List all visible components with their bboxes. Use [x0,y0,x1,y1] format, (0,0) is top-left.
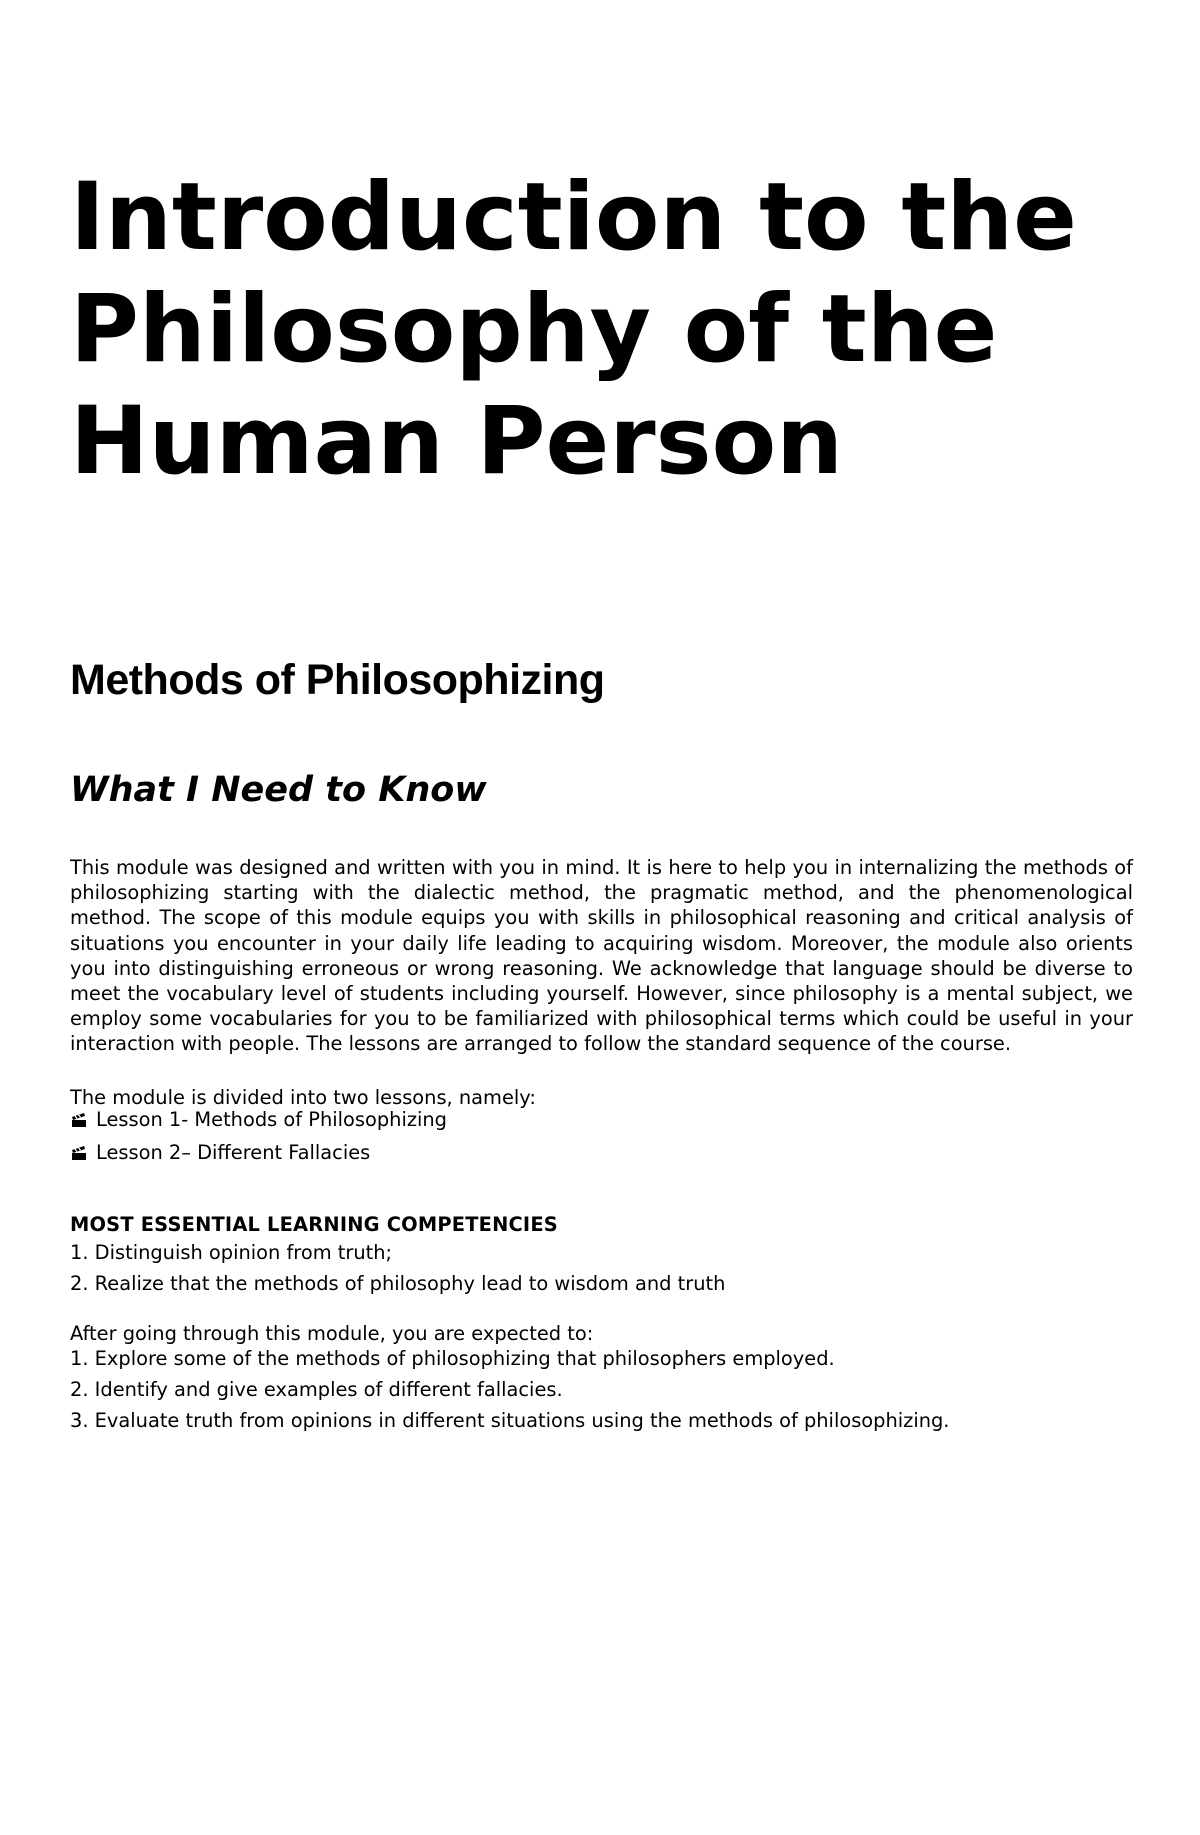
competencies-heading: MOST ESSENTIAL LEARNING COMPETENCIES [70,1213,558,1236]
objective-item-3: 3. Evaluate truth from opinions in different situations using the methods of philosophizing. [70,1409,950,1432]
lesson-label: Lesson 1- Methods of Philosophizing [96,1108,447,1131]
document-title [70,162,1150,498]
lesson-item-2 [70,1140,370,1165]
lessons-intro: The module is divided into two lessons, namely: [70,1086,536,1109]
intro-paragraph: This module was designed and written with you in mind. It is here to help you in internalizing the methods of philosophizing starting with the dialectic method, the pragmatic method, and the phenomenological method. The scope of this module equips you with skills in philosophical reasoning and critical analysis of situations you encounter in your daily life leading to acquiring wisdom. Moreover, the module also orients you into distinguishing erroneous or wrong reasoning. We acknowledge that language should be diverse to meet the vocabulary level of students including yourself. However, since philosophy is a mental subject, we employ some vocabularies for you to be familiarized with philosophical terms which could be useful in your interaction with people. The lessons are arranged to follow the standard sequence of the course. [70,856,1133,1056]
section-title: Methods of Philosophizing [70,656,605,704]
title-line-2: Philosophy of the [70,275,998,384]
objective-item-2: 2. Identify and give examples of different fallacies. [70,1378,563,1401]
clapperboard-icon [70,1112,88,1128]
objective-item-1: 1. Explore some of the methods of philosophizing that philosophers employed. [70,1347,835,1370]
title-line-3: Human Person [70,387,844,496]
clapperboard-icon [70,1145,88,1161]
competency-item-2: 2. Realize that the methods of philosophy lead to wisdom and truth [70,1272,726,1295]
lesson-label: Lesson 2– Different Fallacies [96,1141,371,1164]
what-i-need-to-know-heading: What I Need to Know [70,770,487,810]
title-line-1: Introduction to the [70,163,1077,272]
competency-item-1: 1. Distinguish opinion from truth; [70,1241,393,1264]
objectives-intro: After going through this module, you are expected to: [70,1322,594,1345]
lesson-item-1 [70,1107,447,1132]
